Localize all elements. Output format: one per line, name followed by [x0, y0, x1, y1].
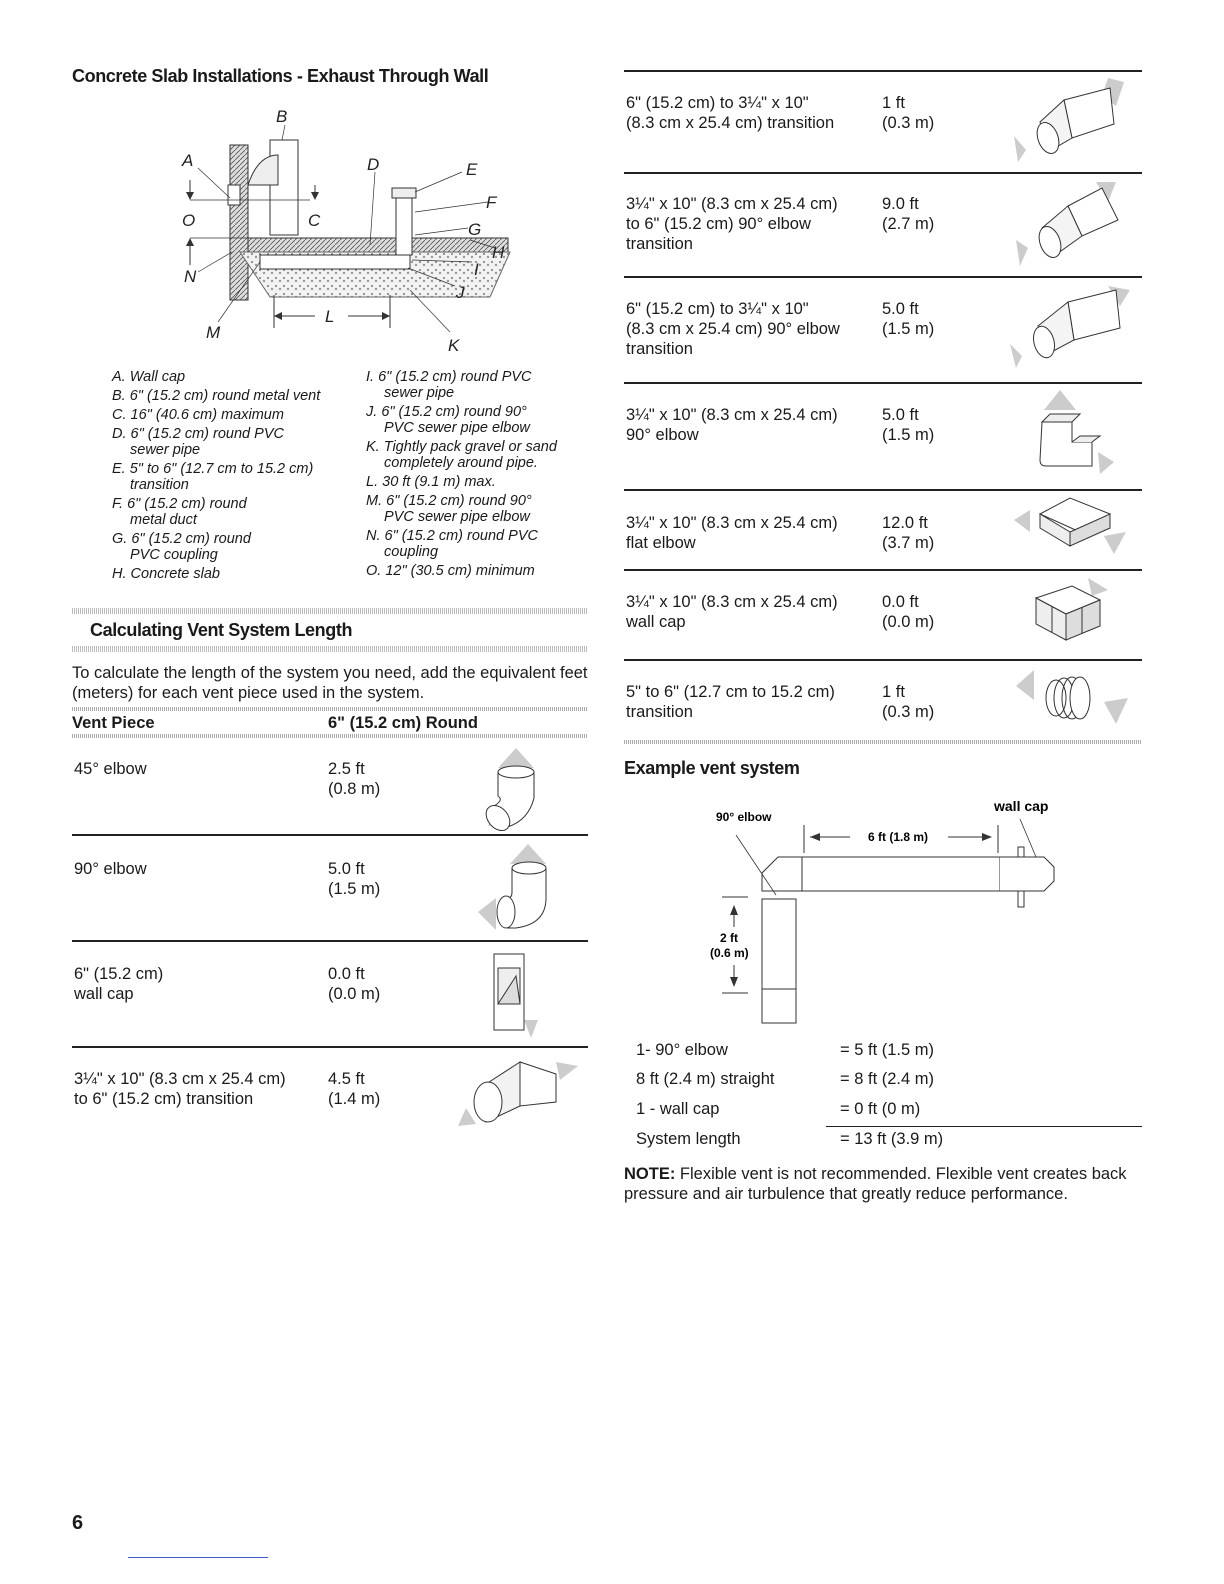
table-row: 45° elbow [74, 760, 147, 778]
vent-row-value: 9.0 ft (2.7 m) [882, 195, 935, 233]
vent-row: 3¼" x 10" (8.3 cm x 25.4 cm) 90° elbow [626, 406, 838, 444]
note-text: Flexible vent is not recommended. Flexible vent creates back pressure and air turbulence that greatly reduce performance. [624, 1165, 1127, 1203]
label-b: B [276, 107, 288, 126]
elbow-90-icon [476, 842, 562, 934]
table-row-value: 4.5 ft (1.4 m) [328, 1070, 381, 1108]
table-row-value: 0.0 ft (0.0 m) [328, 965, 381, 1003]
col-round: 6" (15.2 cm) Round [328, 714, 478, 732]
table-row: 6" (15.2 cm) wall cap [74, 965, 164, 1003]
legend-item: L. 30 ft (9.1 m) max. [366, 474, 496, 490]
vent-row-value: 0.0 ft (0.0 m) [882, 593, 935, 631]
vent-row: 3¼" x 10" (8.3 cm x 25.4 cm) flat elbow [626, 514, 838, 552]
elbow-label: 90° elbow [716, 810, 772, 824]
legend-item: C. 16" (40.6 cm) maximum [112, 407, 284, 423]
legend-item: B. 6" (15.2 cm) round metal vent [112, 388, 321, 404]
table-row-value: 5.0 ft (1.5 m) [328, 860, 381, 898]
legend-item: I. 6" (15.2 cm) round PVC sewer pipe [366, 369, 532, 401]
row-rule [624, 659, 1142, 661]
elbow-45-icon [476, 744, 556, 832]
vent-row: 3¼" x 10" (8.3 cm x 25.4 cm) wall cap [626, 593, 838, 631]
row-rule [72, 834, 588, 836]
label-j: J [456, 283, 465, 302]
slab-installation-diagram [170, 100, 520, 355]
flex-transition-icon [1012, 664, 1130, 734]
row-rule [624, 172, 1142, 174]
calc-item: 8 ft (2.4 m) straight [636, 1070, 775, 1088]
table-header-rule [72, 734, 588, 738]
section-divider [72, 608, 588, 614]
col-vent-piece: Vent Piece [72, 714, 155, 732]
rect-elbow-icon [1018, 388, 1118, 488]
pvc-sewer-pipe [260, 255, 410, 269]
legend-item: A. Wall cap [112, 369, 186, 385]
flat-elbow-icon [1010, 492, 1130, 562]
label-f: F [486, 193, 497, 212]
vent-row-value: 5.0 ft (1.5 m) [882, 406, 935, 444]
wall [230, 145, 248, 300]
note-paragraph [624, 1164, 1144, 1204]
calc-value: = 13 ft (3.9 m) [840, 1130, 944, 1148]
rise-m-label: (0.6 m) [710, 946, 749, 960]
vent-row-value: 5.0 ft (1.5 m) [882, 300, 935, 338]
row-rule [624, 382, 1142, 384]
table-top-rule [72, 707, 588, 711]
footer-line [128, 1557, 268, 1558]
legend-item: K. Tightly pack gravel or sand completely around pipe. [366, 439, 557, 471]
row-rule [624, 70, 1142, 72]
legend-item: D. 6" (15.2 cm) round PVC sewer pipe [112, 426, 284, 458]
calc-value: = 0 ft (0 m) [840, 1100, 921, 1118]
calc-item: 1 - wall cap [636, 1100, 720, 1118]
legend-item: J. 6" (15.2 cm) round 90° PVC sewer pipe elbow [366, 404, 530, 436]
example-vent-diagram [700, 795, 1080, 1030]
calc-value: = 5 ft (1.5 m) [840, 1041, 934, 1059]
vent-table-header [72, 714, 588, 733]
table-row: 90° elbow [74, 860, 147, 878]
label-k: K [448, 336, 460, 355]
slab-legend-right [366, 369, 596, 582]
page-number: 6 [72, 1512, 84, 1534]
metal-vent [270, 140, 298, 235]
label-g: G [468, 220, 482, 239]
slab-section-title: Concrete Slab Installations - Exhaust Through Wall [72, 66, 489, 86]
vent-row-value: 1 ft (0.3 m) [882, 94, 935, 132]
row-rule [72, 940, 588, 942]
row-rule [72, 1046, 588, 1048]
legend-item: M. 6" (15.2 cm) round 90° PVC sewer pipe elbow [366, 493, 532, 525]
calc-item: System length [636, 1130, 741, 1148]
row-rule [624, 569, 1142, 571]
example-section-title: Example vent system [624, 758, 800, 778]
legend-item: E. 5" to 6" (12.7 cm to 15.2 cm) transition [112, 461, 314, 493]
calc-intro: To calculate the length of the system you need, add the equivalent feet (meters) for each vent piece used in the system. [72, 664, 588, 702]
sum-rule [826, 1126, 1142, 1127]
table-row: 3¼" x 10" (8.3 cm x 25.4 cm) to 6" (15.2 cm) transition [74, 1070, 286, 1108]
rise-ft-label: 2 ft [720, 931, 738, 945]
run-label: 6 ft (1.8 m) [868, 830, 929, 844]
vent-row: 5" to 6" (12.7 cm to 15.2 cm) transition [626, 683, 835, 721]
label-h: H [492, 243, 505, 262]
table-row-value: 2.5 ft (0.8 m) [328, 760, 381, 798]
wall-cap-icon [484, 950, 544, 1040]
label-c: C [308, 211, 321, 230]
wall-cap-label: wall cap [994, 798, 1049, 814]
legend-item: H. Concrete slab [112, 566, 220, 582]
concrete-slab [248, 238, 508, 252]
section-divider [624, 740, 1142, 744]
calc-section-title: Calculating Vent System Length [90, 620, 353, 640]
vent-row: 6" (15.2 cm) to 3¼" x 10" (8.3 cm x 25.4 cm) transition [626, 94, 835, 132]
legend-item: F. 6" (15.2 cm) round metal duct [112, 496, 247, 528]
calc-item: 1- 90° elbow [636, 1041, 728, 1059]
elbow-transition-2-icon [1008, 282, 1132, 372]
legend-item: G. 6" (15.2 cm) round PVC coupling [112, 531, 251, 563]
legend-item: N. 6" (15.2 cm) round PVC coupling [366, 528, 538, 560]
label-m: M [206, 323, 221, 342]
legend-item: O. 12" (30.5 cm) minimum [366, 563, 535, 579]
rect-wall-cap-icon [1022, 576, 1112, 652]
vent-row: 3¼" x 10" (8.3 cm x 25.4 cm) to 6" (15.2 cm) 90° elbow transition [626, 195, 838, 253]
slab-legend-left [112, 369, 362, 585]
calc-value: = 8 ft (2.4 m) [840, 1070, 934, 1088]
wall-cap-elbow [248, 155, 278, 185]
label-e: E [466, 160, 478, 179]
row-rule [624, 276, 1142, 278]
rect-transition-icon [1012, 76, 1128, 168]
label-d: D [367, 155, 380, 174]
vent-row-value: 1 ft (0.3 m) [882, 683, 935, 721]
label-i: I [474, 260, 479, 279]
vent-row: 6" (15.2 cm) to 3¼" x 10" (8.3 cm x 25.4 cm) 90° elbow transition [626, 300, 840, 358]
label-a: A [182, 151, 194, 170]
label-o: O [182, 211, 196, 230]
section-divider [72, 646, 588, 652]
label-n: N [184, 267, 197, 286]
elbow-transition-icon [1012, 178, 1128, 270]
note-label: NOTE: [624, 1165, 676, 1183]
vent-row-value: 12.0 ft (3.7 m) [882, 514, 935, 552]
label-l: L [325, 307, 335, 326]
row-rule [624, 489, 1142, 491]
transition-icon [456, 1052, 580, 1128]
